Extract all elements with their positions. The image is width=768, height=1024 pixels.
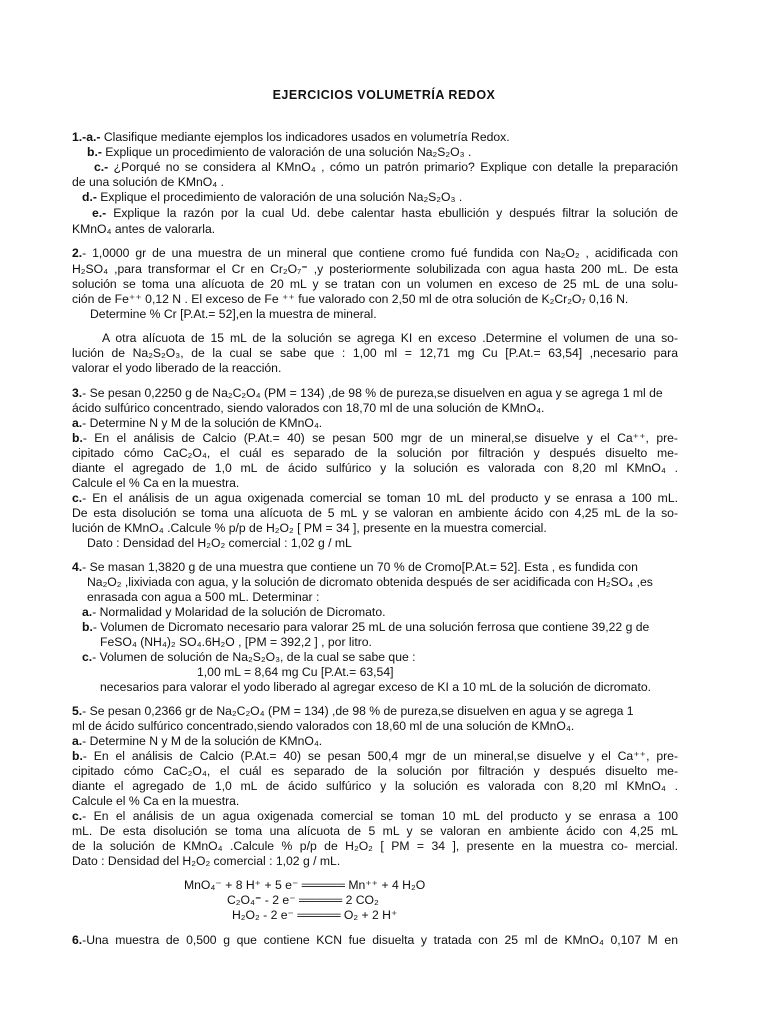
text-line: H₂SO₄ ,para transformar el Cr en Cr₂O₇⁼ ,y posteriormente solubilizada con agua hasta 200 mL. De esta	[72, 262, 678, 276]
text-line: KMnO₄ antes de valorarla.	[72, 222, 216, 236]
item-marker: 4.	[72, 560, 83, 574]
item-marker: c.	[72, 491, 83, 505]
text-line: Calcule el % Ca en la muestra.	[72, 794, 240, 808]
text-line: Dato : Densidad del H₂O₂ comercial : 1,02 g / mL	[87, 536, 352, 550]
item-marker: b.	[72, 749, 83, 763]
text-line: cipitado cómo CaC₂O₄, el cuál es separado de la solución por filtración y después disuelto me-	[72, 446, 678, 460]
document-title: EJERCICIOS VOLUMETRÍA REDOX	[272, 88, 496, 102]
text-line: de la solución de KMnO₄ .Calcule % p/p de H₂O₂ [ PM = 34 ], presente en la muestra co- mercial.	[72, 839, 678, 853]
item-marker: c.	[72, 809, 83, 823]
item-marker: a.	[72, 734, 83, 748]
item-marker: 2.	[72, 246, 83, 260]
item-marker: 6.	[72, 933, 83, 947]
item-marker: 1.-a.-	[72, 130, 101, 144]
text-line: solución se toma una alícuota de 20 mL y se tratan con un volumen en exceso de 25 mL de una solu-	[72, 277, 678, 291]
text-line: enrasada con agua a 500 mL. Determinar :	[87, 590, 320, 604]
text-line: e.- Explique la razón por la cual Ud. debe calentar hasta ebullición y después filtrar la solución de	[92, 206, 678, 220]
text-line: valorar el yodo liberado de la reacción.	[72, 361, 282, 375]
text-line: Calcule el % Ca en la muestra.	[72, 476, 240, 490]
text-line: 3.- Se pesan 0,2250 g de Na₂C₂O₄ (PM = 134) ,de 98 % de pureza,se disuelven en agua y se agrega 1 ml de	[72, 386, 663, 400]
text-line: mL. De esta disolución se toma una alícuota de 5 mL y se valoran en ambiente ácido con 4,25 mL	[72, 824, 678, 838]
text-line: cipitado cómo CaC₂O₄, el cuál es separado de la solución por filtración y después disuelto me-	[72, 764, 678, 778]
text-line: necesarios para valorar el yodo liberado al agregar exceso de KI a 10 mL de la solución de dicromato.	[100, 680, 652, 694]
text-line: De esta disolución se toma una alícuota de 5 mL y se valoran en ambiente ácido con 4,25 mL de la so-	[72, 506, 678, 520]
item-marker: e.-	[92, 206, 107, 220]
text-line: b.- En el análisis de Calcio (P.At.= 40) se pesan 500 mgr de un mineral,se disuelve y el Ca⁺⁺, pre-	[72, 431, 678, 445]
item-marker: a.	[82, 605, 93, 619]
text-line: diante el agregado de 1,0 mL de ácido sulfúrico y la solución es valorada con 8,20 ml KMnO₄ .	[72, 461, 678, 475]
text-line: H₂O₂ - 2 e⁻ ═════ O₂ + 2 H⁺	[232, 908, 398, 922]
text-line: a.- Determine N y M de la solución de KMnO₄.	[72, 734, 323, 748]
text-line: 1,00 mL = 8,64 mg Cu [P.At.= 63,54]	[197, 665, 394, 679]
text-line: Determine % Cr [P.At.= 52],en la muestra de mineral.	[90, 307, 377, 321]
text-line: MnO₄⁻ + 8 H⁺ + 5 e⁻ ═════ Mn⁺⁺ + 4 H₂O	[184, 878, 426, 892]
text-line: a.- Determine N y M de la solución de KMnO₄.	[72, 416, 323, 430]
item-marker: a.	[72, 416, 83, 430]
text-line: Na₂O₂ ,lixiviada con agua, y la solución de dicromato obtenida después de ser acidificada con H₂SO₄ ,es	[87, 575, 653, 589]
text-line: ácido sulfúrico concentrado, siendo valorados con 18,70 ml de una solución de KMnO₄.	[72, 401, 545, 415]
text-line: a.- Normalidad y Molaridad de la solución de Dicromato.	[82, 605, 386, 619]
text-line: d.- Explique el procedimiento de valoración de una solución Na₂S₂O₃ .	[82, 190, 463, 204]
text-line: ción de Fe⁺⁺ 0,12 N . El exceso de Fe ⁺⁺ fue valorado con 2,50 ml de otra solución de K₂Cr₂O₇ 0,16 N.	[72, 292, 629, 306]
text-line: lución de KMnO₄ .Calcule % p/p de H₂O₂ [ PM = 34 ], presente en la muestra comercial.	[72, 521, 547, 535]
text-line: 5.- Se pesan 0,2366 gr de Na₂C₂O₄ (PM = 134) ,de 98 % de pureza,se disuelven en agua y se agrega 1	[72, 704, 634, 718]
text-line: diante el agregado de 1,0 mL de ácido sulfúrico y la solución es valorada con 8,20 ml KMnO₄ .	[72, 779, 678, 793]
item-marker: b.-	[87, 145, 102, 159]
item-marker: 3.	[72, 386, 83, 400]
item-marker: b.	[72, 431, 83, 445]
item-marker: d.-	[82, 190, 97, 204]
text-line: C₂O₄⁼ - 2 e⁻ ═════ 2 CO₂	[227, 893, 379, 907]
text-line: c.- En el análisis de un agua oxigenada comercial se toman 10 mL del producto y se enrasa a 100 mL.	[72, 491, 678, 505]
item-marker: c.-	[94, 160, 109, 174]
text-line: c.- ¿Porqué no se considera al KMnO₄ , cómo un patrón primario? Explique con detalle la preparación	[94, 160, 678, 174]
text-line: 6.-Una muestra de 0,500 g que contiene KCN fue disuelta y tratada con 25 ml de KMnO₄ 0,107 M en	[72, 933, 678, 947]
text-line: b.- En el análisis de Calcio (P.At.= 40) se pesan 500,4 mgr de un mineral,se disuelve y el Ca⁺⁺, pre-	[72, 749, 678, 763]
text-line: 4.- Se masan 1,3820 g de una muestra que contiene un 70 % de Cromo[P.At.= 52]. Esta , es fundida con	[72, 560, 638, 574]
text-line: b.- Explique un procedimiento de valoración de una solución Na₂S₂O₃ .	[87, 145, 472, 159]
text-line: c.- En el análisis de un agua oxigenada comercial se toman 10 mL del producto y se enrasa a 100	[72, 809, 678, 823]
text-line: ml de ácido sulfúrico concentrado,siendo valorados con 18,60 ml de una solución de KMnO₄.	[72, 719, 575, 733]
text-line: Dato : Densidad del H₂O₂ comercial : 1,02 g / mL.	[72, 854, 341, 868]
text-line: FeSO₄ (NH₄)₂ SO₄.6H₂O , [PM = 392,2 ] , por litro.	[100, 635, 372, 649]
item-marker: c.	[82, 650, 93, 664]
text-line: lución de Na₂S₂O₃, de la cual se sabe que : 1,00 ml = 12,71 mg Cu [P.At.= 63,54] ,necesario para	[72, 346, 678, 360]
text-line: b.- Volumen de Dicromato necesario para valorar 25 mL de una solución ferrosa que contiene 39,22 g de	[82, 620, 650, 634]
text-line: 2.- 1,0000 gr de una muestra de un mineral que contiene cromo fué fundida con Na₂O₂ , acidificada con	[72, 246, 678, 260]
text-line: 1.-a.- Clasifique mediante ejemplos los indicadores usados en volumetría Redox.	[72, 130, 510, 144]
item-marker: b.	[82, 620, 93, 634]
text-line: de una solución de KMnO₄ .	[72, 175, 224, 189]
text-line: A otra alícuota de 15 mL de la solución se agrega KI en exceso .Determine el volumen de una so-	[102, 331, 678, 345]
text-line: c.- Volumen de solución de Na₂S₂O₃, de la cual se sabe que :	[82, 650, 416, 664]
item-marker: 5.	[72, 704, 83, 718]
